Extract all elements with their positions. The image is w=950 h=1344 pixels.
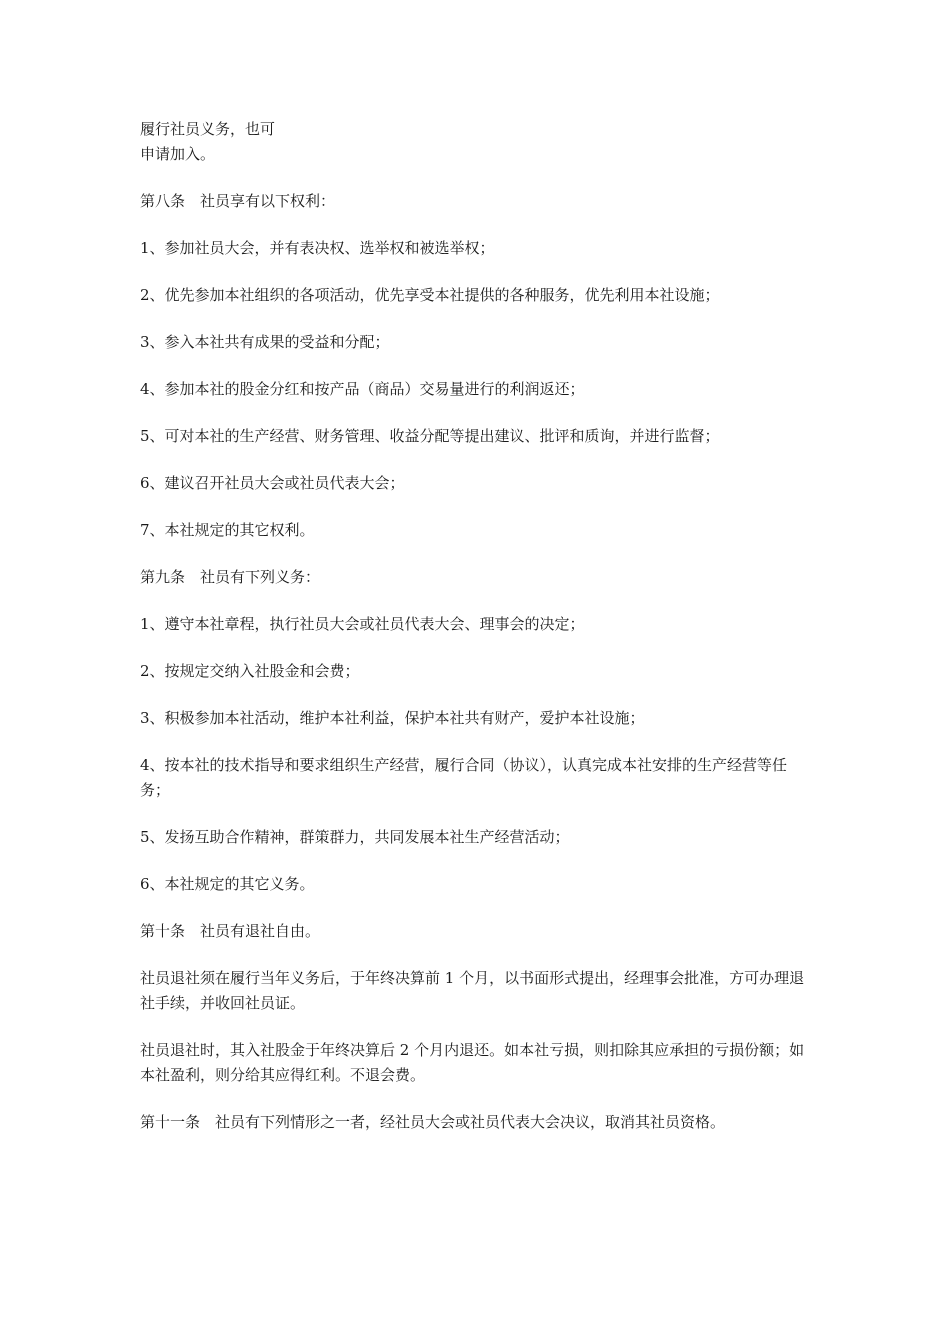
article-9-item-1: 1、遵守本社章程，执行社员大会或社员代表大会、理事会的决定； bbox=[140, 615, 585, 633]
article-9-item-5: 5、发扬互助合作精神，群策群力，共同发展本社生产经营活动； bbox=[140, 828, 570, 846]
article-8-item-1: 1、参加社员大会，并有表决权、选举权和被选举权； bbox=[140, 239, 495, 257]
article-8-heading: 第八条 社员享有以下权利： bbox=[140, 192, 336, 210]
article-9-heading: 第九条 社员有下列义务： bbox=[140, 568, 321, 586]
article-10-paragraph-2: 社员退社时，其入社股金于年终决算后 2 个月内退还。如本社亏损，则扣除其应承担的亏损份额；如本社盈利，则分给其应得红利。不退会费。 bbox=[140, 1041, 805, 1084]
paragraph-continuation: 履行社员义务，也可 申请加入。 bbox=[140, 120, 276, 163]
article-8-item-6: 6、建议召开社员大会或社员代表大会； bbox=[140, 474, 405, 492]
article-8-item-7: 7、本社规定的其它权利。 bbox=[140, 521, 315, 539]
article-8-item-5: 5、可对本社的生产经营、财务管理、收益分配等提出建议、批评和质询，并进行监督； bbox=[140, 427, 720, 445]
article-11-heading: 第十一条 社员有下列情形之一者，经社员大会或社员代表大会决议，取消其社员资格。 bbox=[140, 1113, 726, 1131]
article-9-item-4: 4、按本社的技术指导和要求组织生产经营，履行合同（协议），认真完成本社安排的生产经营等任务； bbox=[140, 756, 788, 799]
article-8-item-4: 4、参加本社的股金分红和按产品（商品）交易量进行的利润返还； bbox=[140, 380, 585, 398]
article-9-item-6: 6、本社规定的其它义务。 bbox=[140, 875, 315, 893]
article-8-item-3: 3、参入本社共有成果的受益和分配； bbox=[140, 333, 390, 351]
article-9-item-2: 2、按规定交纳入社股金和会费； bbox=[140, 662, 360, 680]
article-10-paragraph-1: 社员退社须在履行当年义务后，于年终决算前 1 个月，以书面形式提出，经理事会批准，方可办理退社手续，并收回社员证。 bbox=[140, 969, 805, 1012]
article-9-item-3: 3、积极参加本社活动，维护本社利益，保护本社共有财产，爱护本社设施； bbox=[140, 709, 645, 727]
document-body bbox=[140, 117, 815, 1135]
article-8-item-2: 2、优先参加本社组织的各项活动，优先享受本社提供的各种服务，优先利用本社设施； bbox=[140, 286, 720, 304]
article-10-heading: 第十条 社员有退社自由。 bbox=[140, 922, 321, 940]
